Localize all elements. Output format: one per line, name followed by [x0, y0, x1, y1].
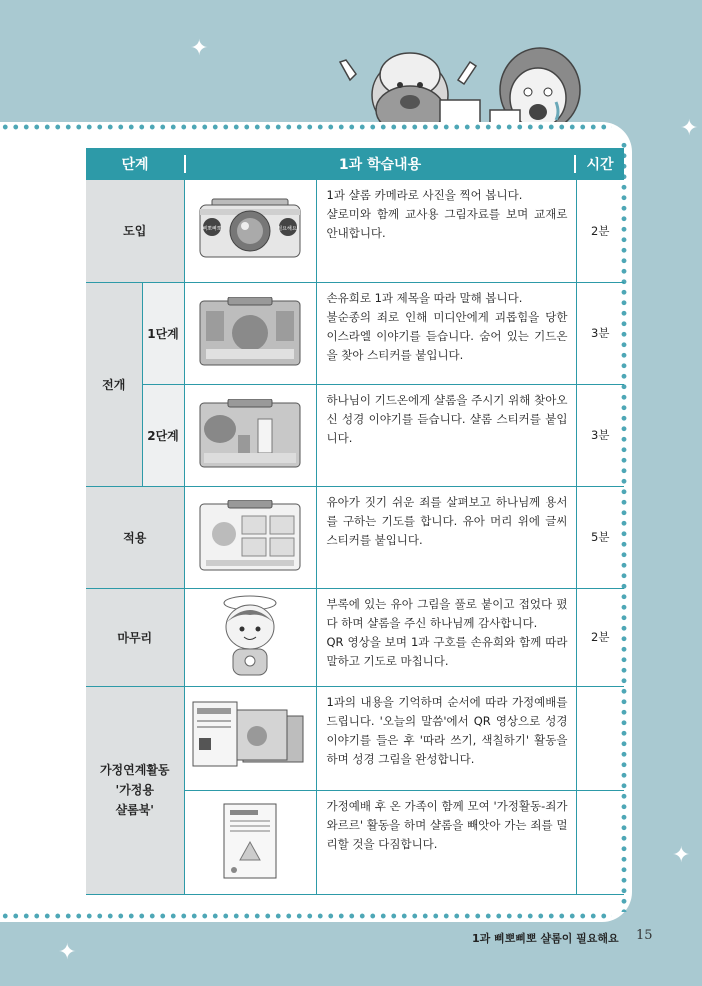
time-cell: 3분: [576, 384, 624, 486]
image-cell: [184, 384, 316, 486]
table-row: [86, 282, 624, 384]
description-cell: 하나님이 기드온에게 샬롬을 주시기 위해 찾아오신 성경 이야기를 듣습니다. 샬롬 스티커를 붙입니다.: [316, 384, 576, 486]
table-row: [86, 486, 624, 588]
svg-text:필요해요!: 필요해요!: [277, 226, 299, 233]
activity-page-image: [198, 500, 302, 572]
home-book-pages-image: [191, 700, 309, 774]
image-cell: [184, 686, 316, 790]
stage-cell: 마무리: [86, 588, 184, 686]
story-scene-image: [198, 297, 302, 367]
substage-cell: 2단계: [142, 384, 184, 486]
lesson-plan-table: [86, 148, 624, 895]
stage-cell: 가정연계활동 '가정용 샬롬북': [86, 686, 184, 894]
image-cell: [184, 282, 316, 384]
time-cell: [576, 790, 624, 894]
image-cell: [184, 486, 316, 588]
table-header-row: [86, 148, 624, 180]
description-cell: 부록에 있는 유아 그림을 풀로 붙이고 접었다 폈다 하며 샬롬을 주신 하나님께 감사합니다. QR 영상을 보며 1과 구호를 손유희와 함께 따라 말하고 기도로 마칩니다.: [316, 588, 576, 686]
substage-cell: 1단계: [142, 282, 184, 384]
table-row: [86, 686, 624, 790]
time-cell: [576, 686, 624, 790]
header-separator: [574, 155, 576, 173]
sparkle-icon: ✦: [190, 36, 209, 61]
stage-cell: 도입: [86, 180, 184, 282]
sparkle-icon: ✦: [58, 940, 77, 965]
time-cell: 2분: [576, 588, 624, 686]
image-cell: [184, 588, 316, 686]
camera-image: [198, 197, 302, 261]
table-row: [86, 588, 624, 686]
stage-cell: 전개: [86, 282, 142, 486]
home-activity-sheet-image: [222, 802, 278, 880]
description-cell: 손유희로 1과 제목을 따라 말해 봅니다. 불순종의 죄로 인해 미디안에게 괴롭힘을 당한 이스라엘 이야기를 듣습니다. 숨어 있는 기드온을 찾아 스티커를 붙입니다.: [316, 282, 576, 384]
description-cell: 1과 샬롬 카메라로 사진을 찍어 봅니다. 샬로미와 함께 교사용 그림자료를 보며 교재로 안내합니다.: [316, 180, 576, 282]
time-cell: 3분: [576, 282, 624, 384]
cartoon-characters-illustration: [330, 40, 590, 132]
table-row: [86, 180, 624, 282]
page-number: 15: [636, 928, 653, 943]
description-cell: 유아가 짓기 쉬운 죄를 살펴보고 하나님께 용서를 구하는 기도를 합니다. 유아 머리 위에 글씨 스티커를 붙입니다.: [316, 486, 576, 588]
dotted-border-bottom: [0, 912, 612, 920]
stage-cell: 적용: [86, 486, 184, 588]
description-cell: 가정예배 후 온 가족이 함께 모여 '가정활동-죄가 와르르' 활동을 하며 샬롬을 빼앗아 가는 죄를 멀리할 것을 다짐합니다.: [316, 790, 576, 894]
header-separator: [184, 155, 186, 173]
image-cell: [184, 180, 316, 282]
header-stage: 단계: [86, 148, 184, 180]
child-figure-image: [215, 591, 285, 681]
story-scene-image: [198, 399, 302, 469]
sparkle-icon: ✦: [680, 116, 699, 141]
time-cell: 5분: [576, 486, 624, 588]
svg-text:삐뽀삐뽀: 삐뽀삐뽀: [202, 226, 222, 233]
image-cell: [184, 790, 316, 894]
time-cell: 2분: [576, 180, 624, 282]
description-cell: 1과의 내용을 기억하며 순서에 따라 가정예배를 드립니다. '오늘의 말씀'에서 QR 영상으로 성경 이야기를 들은 후 '따라 쓰기, 색칠하기' 활동을 하며 성경 그림을 완성합니다.: [316, 686, 576, 790]
dotted-border-top: [0, 123, 612, 131]
table-row: [86, 384, 624, 486]
header-content: 1과 학습내용: [184, 148, 576, 180]
footer-title: 1과 삐뽀삐뽀 샬롬이 필요해요: [472, 932, 619, 945]
header-time: 시간: [576, 148, 624, 180]
sparkle-icon: ✦: [672, 843, 691, 868]
